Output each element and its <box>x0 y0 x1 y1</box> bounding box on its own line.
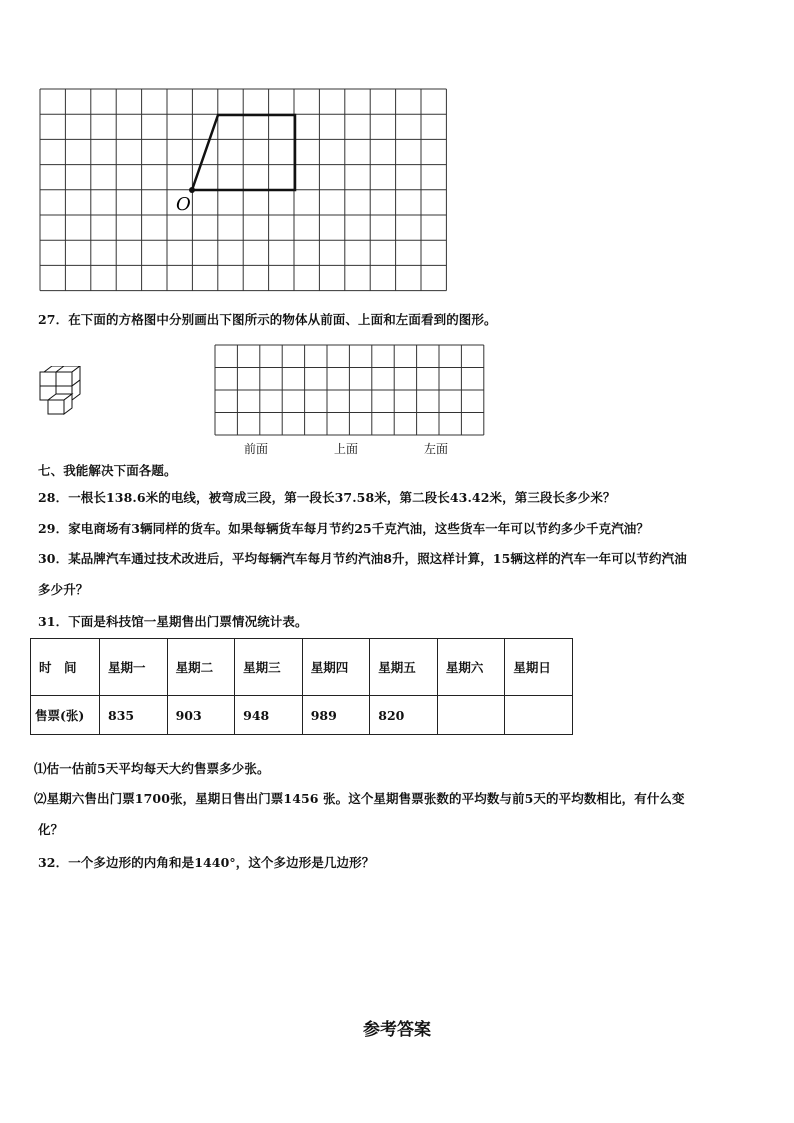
question-30-line2: 多少升？ <box>38 582 89 597</box>
table-cell: 星期五 <box>370 639 438 696</box>
table-cell: 星期三 <box>235 639 303 696</box>
question-28: 28．一根长138.6米的电线，被弯成三段，第一段长37.58米，第二段长43.42米，第三段长多少米？ <box>38 490 616 505</box>
table-cell: 星期一 <box>100 639 168 696</box>
question-30-line1: 30．某品牌汽车通过技术改进后，平均每辆汽车每月节约汽油8升，照这样计算，15辆这样的汽车一年可以节约汽油 <box>38 551 687 566</box>
section-7-heading: 七、我能解决下面各题。 <box>38 463 177 478</box>
table-cell: 948 <box>235 696 303 735</box>
question-31: 31．下面是科技馆一星期售出门票情况统计表。 <box>38 614 308 629</box>
table-data-row <box>31 696 573 735</box>
table-cell: 903 <box>167 696 235 735</box>
origin-label: O <box>176 194 191 215</box>
table-header-row <box>31 639 573 696</box>
question-31-sub2-line2: 化？ <box>38 822 64 837</box>
table-cell <box>437 696 505 735</box>
view-label-front: 前面 <box>244 442 269 456</box>
origin-point <box>189 187 195 193</box>
table-cell: 星期二 <box>167 639 235 696</box>
table-cell: 星期四 <box>302 639 370 696</box>
table-cell: 835 <box>100 696 168 735</box>
question-31-sub1: ⑴估一估前5天平均每天大约售票多少张。 <box>34 761 270 776</box>
ticket-sales-table <box>30 638 573 735</box>
table-cell <box>505 696 573 735</box>
question-31-sub2-line1: ⑵星期六售出门票1700张，星期日售出门票1456 张。这个星期售票张数的平均数与前5天的平均数相比，有什么变 <box>34 791 685 806</box>
question-32: 32．一个多边形的内角和是1440°，这个多边形是几边形？ <box>38 855 375 870</box>
table-cell: 时 间 <box>31 639 100 696</box>
table-cell: 星期日 <box>505 639 573 696</box>
question-27: 27．在下面的方格图中分别画出下图所示的物体从前面、上面和左面看到的图形。 <box>38 312 497 327</box>
answer-heading: 参考答案 <box>363 1020 431 1040</box>
table-cell: 820 <box>370 696 438 735</box>
views-grid <box>0 330 794 440</box>
view-label-top: 上面 <box>334 442 359 456</box>
question-29: 29．家电商场有3辆同样的货车。如果每辆货车每月节约25千克汽油，这些货车一年可以节约多少千克汽油？ <box>38 521 649 536</box>
table-cell: 989 <box>302 696 370 735</box>
view-label-left: 左面 <box>424 442 449 456</box>
table-cell: 售票(张) <box>31 696 100 735</box>
grid-figure <box>0 0 794 300</box>
table-cell: 星期六 <box>437 639 505 696</box>
